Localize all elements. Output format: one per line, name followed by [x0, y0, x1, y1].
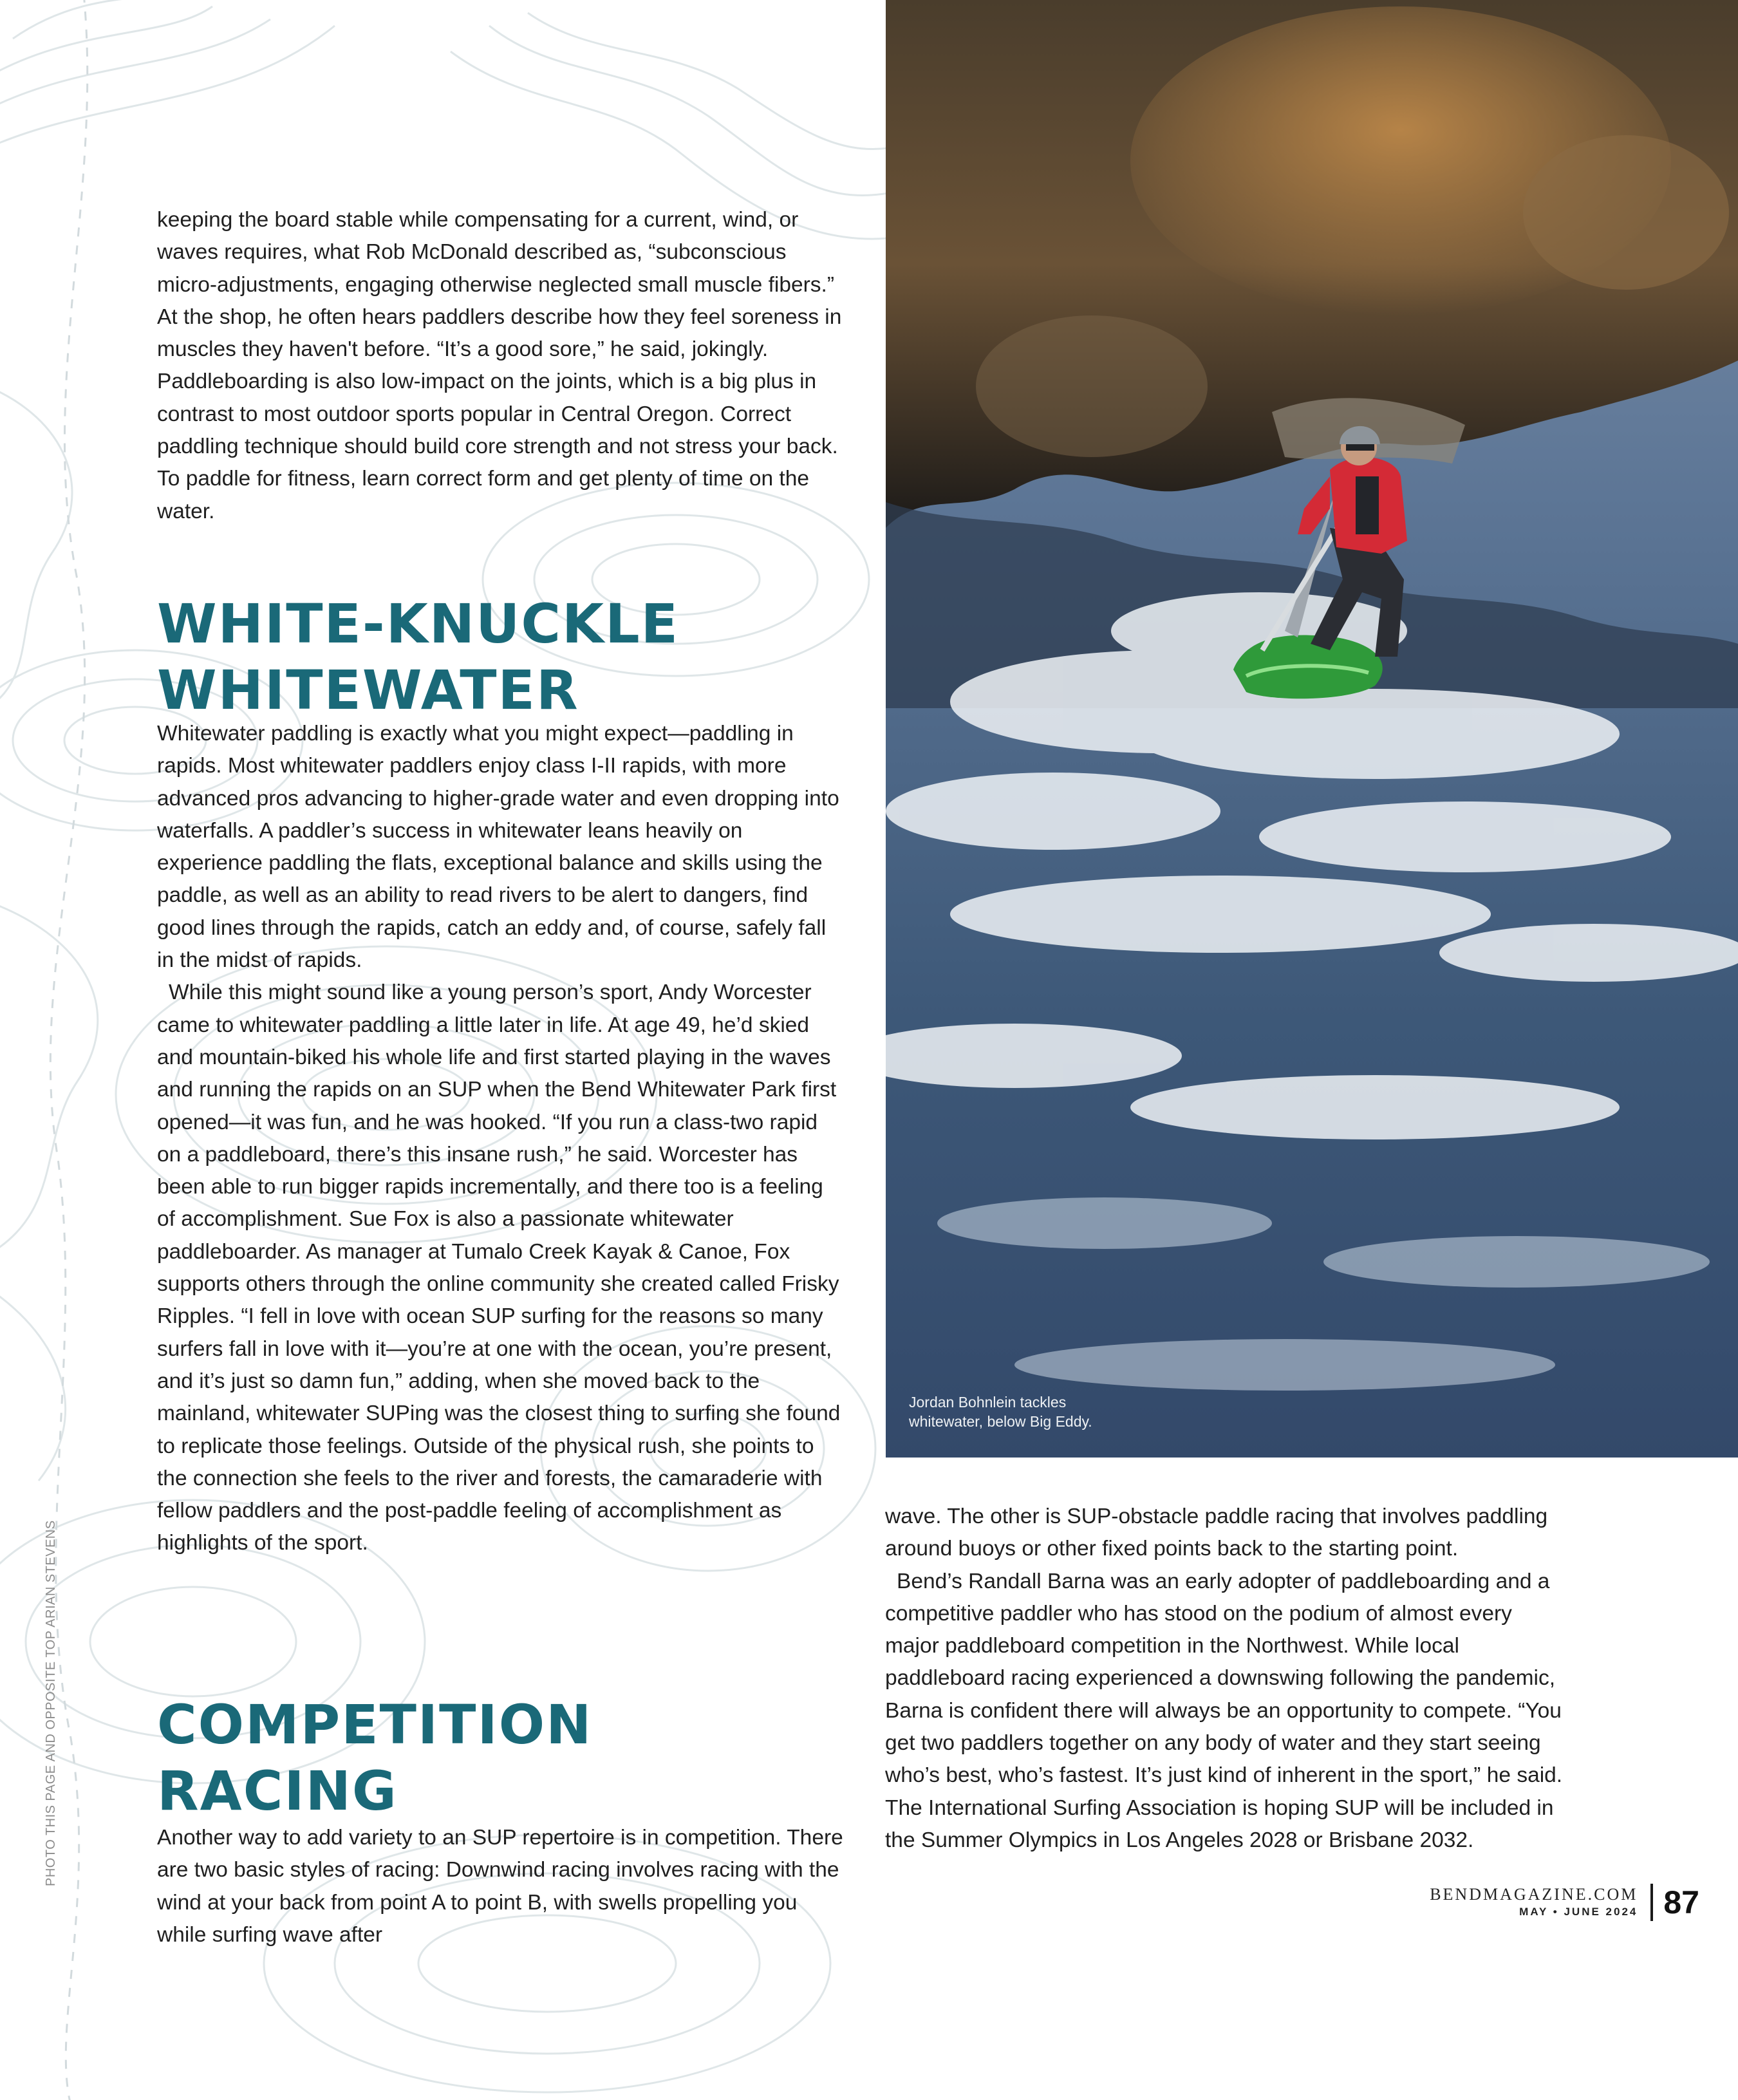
paragraph-text: keeping the board stable while compensating for a current, wind, or waves requires, what Rob McDonald described as, “subconscious micro-adjustments, engaging otherwise neglected small muscle fibers.” At the shop, he often hears paddlers describe how they feel soreness in muscles they haven't before. “It’s a good sore,” he said, jokingly. Paddleboarding is also low-impact on the joints, which is a big plus in contrast to most outdoor sports popular in Central Oregon. Correct paddling technique should build core strength and not stress your back. To paddle for fitness, learn correct form and get plenty of time on the water.	[157, 208, 842, 523]
paragraph-text: While this might sound like a young person’s sport, Andy Worcester came to whitewater paddling a little later in life. At age 49, he’d skied and mountain-biked his whole life and first started playing in the waves and running the rapids on an SUP when the Bend Whitewater Park first opened—it was fun, and he was hooked. “If you run a class-two rapid on a paddleboard, there’s this insane rush,” he said. Worcester has been able to run bigger rapids incrementally, and there too is a feeling of accomplishment. Sue Fox is also a passionate whitewater paddleboarder. As manager at Tumalo Creek Kayak & Canoe, Fox supports others through the online community she created called Frisky Ripples. “I fell in love with ocean SUP surfing for the reasons so many surfers fall in love with it—you’re at one with the ocean, you’re present, and it’s just so damn fun,” adding, when she moved back to the mainland, whitewater SUPing was the closest thing to surfing she found to replicate those feelings. Outside of the physical rush, she points to the connection she feels to the river and forests, the camaraderie with fellow paddlers and the post-paddle feeling of accomplishment as highlights of the sport.	[157, 980, 841, 1555]
section-heading-competition	[157, 1692, 592, 1824]
whitewater-photo	[886, 0, 1738, 1458]
heading-line: WHITE-KNUCKLE	[157, 592, 679, 655]
caption-line-1: Jordan Bohnlein tackles	[909, 1394, 1067, 1411]
page-number: 87	[1663, 1884, 1699, 1920]
paragraph-text: Another way to add variety to an SUP repertoire is in competition. There are two basic styles of racing: Downwind racing involves racing with the wind at your back from point A to point B, with swells propelling you while surfing wave after	[157, 1826, 843, 1947]
paragraph-text: Bend’s Randall Barna was an early adopter of paddleboarding and a competitive paddler who has stood on the podium of almost every major paddleboard competition in the Northwest. While local paddleboard racing experienced a downswing following the pandemic, Barna is confident there will always be an opportunity to compete. “You get two paddlers together on any body of water and they start seeing who’s best, who’s fastest. It’s just kind of inherent in the sport,” he said. The International Surfing Association is hoping SUP will be included in the Summer Olympics in Los Angeles 2028 or Brisbane 2032.	[885, 1569, 1563, 1852]
photo-credit: PHOTO THIS PAGE AND OPPOSITE TOP ARIAN STEVENS	[44, 1520, 58, 1886]
paragraph-text: Whitewater paddling is exactly what you might expect—paddling in rapids. Most whitewater paddlers enjoy class I-II rapids, with more advanced pros advancing to higher-grade water and even dropping into waterfalls. A paddler’s success in whitewater leans heavily on experience paddling the flats, exceptional balance and skills using the paddle, as well as an ability to read rivers to be alert to dangers, find good lines through the rapids, catch an eddy and, of course, safely fall in the midst of rapids.	[157, 722, 839, 973]
section-heading-whitewater	[157, 591, 679, 724]
article-paragraph-1	[157, 204, 847, 528]
footer-divider	[1650, 1884, 1653, 1921]
competition-section-text	[157, 1822, 847, 1951]
whitewater-section-text	[157, 718, 847, 1560]
footer-site-url: BENDMAGAZINE.COM	[1430, 1885, 1638, 1904]
photo-caption	[909, 1392, 1231, 1431]
footer-site-info	[1430, 1885, 1638, 1920]
heading-line: COMPETITION	[157, 1693, 593, 1756]
page-footer	[1430, 1873, 1699, 1931]
heading-line: WHITEWATER	[157, 659, 579, 722]
caption-line-2: whitewater, below Big Eddy.	[909, 1413, 1092, 1430]
footer-issue-date: MAY • JUNE 2024	[1519, 1906, 1638, 1918]
right-column-text	[885, 1501, 1567, 1857]
paragraph-text: wave. The other is SUP-obstacle paddle racing that involves paddling around buoys or other fixed points back to the starting point.	[885, 1505, 1548, 1561]
heading-line: RACING	[157, 1759, 398, 1823]
